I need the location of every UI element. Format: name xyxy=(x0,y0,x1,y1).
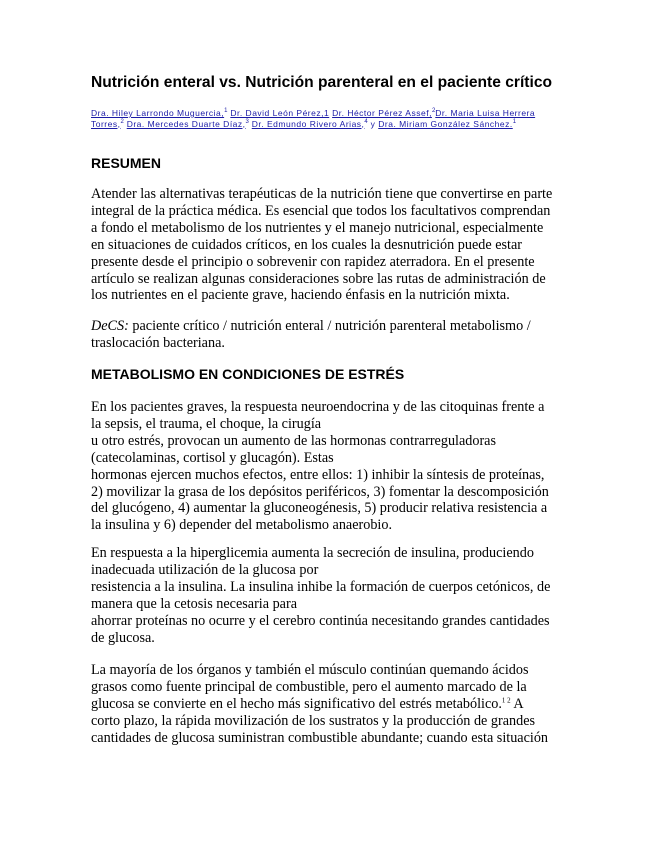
decs-label: DeCS: xyxy=(91,318,129,334)
text-line xyxy=(91,318,571,335)
text-line xyxy=(91,696,571,713)
text-line: del glucógeno, 4) aumentar la gluconeogénesis, 5) producir relativa resistencia a xyxy=(91,500,548,517)
text-line: u otro estrés, provocan un aumento de las hormonas contrarreguladoras xyxy=(91,432,497,449)
author-link[interactable]: Dr. Maria Luisa Herrera Torres, xyxy=(91,108,536,129)
text-line: La mayoría de los órganos y también el músculo continúan quemando ácidos xyxy=(91,662,529,678)
author-link[interactable]: Dra. Miriam González Sánchez. xyxy=(378,118,513,129)
author-list xyxy=(91,108,566,129)
text-line: la insulina y 6) depender del metabolismo anaerobio. xyxy=(91,517,392,534)
text-line: 2) movilizar la grasa de los depósitos periféricos, 3) fomentar la descomposición xyxy=(91,483,549,500)
text-line: corto plazo, la rápida movilización de los sustratos y la producción de grandes xyxy=(91,712,536,729)
text-line: En respuesta a la hiperglicemia aumenta la secreción de insulina, produciendo xyxy=(91,545,534,561)
body-paragraph xyxy=(91,545,571,646)
text-line: en situaciones de cuidados críticos, en los cuales la desnutrición puede estar xyxy=(91,236,523,253)
affiliation-ref: 1 xyxy=(224,108,228,115)
text-line: de glucosa. xyxy=(91,629,155,646)
text-line: En los pacientes graves, la respuesta neuroendocrina y de las citoquinas frente a xyxy=(91,399,545,415)
abstract-paragraph xyxy=(91,186,571,304)
authors-conjunction: y xyxy=(370,118,376,129)
text-line: a fondo el metabolismo de los nutrientes y el manejo nutricional, especialmente xyxy=(91,219,544,236)
text-line: cantidades de glucosa suministran combustible abundante; cuando esta situación xyxy=(91,729,549,746)
section-heading-metabolismo: METABOLISMO EN CONDICIONES DE ESTRÉS xyxy=(91,366,405,382)
text-line: Atender las alternativas terapéuticas de la nutrición tiene que convertirse en parte xyxy=(91,186,553,202)
section-heading-resumen: RESUMEN xyxy=(91,155,162,171)
text-line: traslocación bacteriana. xyxy=(91,334,225,351)
author-link[interactable]: Dr. David León Pérez,1 xyxy=(230,108,330,118)
affiliation-ref: 3 xyxy=(245,118,249,125)
text-segment: A xyxy=(510,695,524,712)
text-line: ahorrar proteínas no ocurre y el cerebro continúa necesitando grandes cantidades xyxy=(91,612,550,629)
affiliation-ref: 1 xyxy=(512,118,517,125)
decs-terms: paciente crítico / nutrición enteral / nutrición parenteral metabolismo / xyxy=(128,318,531,334)
affiliation-ref: 2 xyxy=(120,118,124,125)
decs-keywords xyxy=(91,318,571,352)
text-line: artículo se realizan algunas consideraciones sobre las rutas de administración de xyxy=(91,270,546,287)
text-line: grasos como fuente principal de combustible, pero el aumento marcado de la xyxy=(91,678,527,695)
text-line: resistencia a la insulina. La insulina inhibe la formación de cuerpos cetónicos, de xyxy=(91,578,551,595)
text-line: integral de la práctica médica. Es esencial que todos los facultativos comprendan xyxy=(91,202,551,219)
body-paragraph xyxy=(91,662,571,747)
author-link[interactable]: Dra. Mercedes Duarte Díaz, xyxy=(126,118,246,129)
text-line: manera que la cetosis necesaria para xyxy=(91,595,297,612)
affiliation-ref: 4 xyxy=(364,118,368,125)
text-segment: glucosa se convierte en el hecho más significativo del estrés metabólico. xyxy=(91,695,502,712)
author-link[interactable]: Dra. Hiley Larrondo Muguercia, xyxy=(91,108,225,118)
text-line: los nutrientes en el paciente grave, haciendo énfasis en la nutrición mixta. xyxy=(91,287,510,304)
text-line: presente desde el principio o sobrevenir con rapidez aterradora. En el presente xyxy=(91,253,535,270)
article-title: Nutrición enteral vs. Nutrición parenteral en el paciente crítico xyxy=(91,74,553,91)
text-line: inadecuada utilización de la glucosa por xyxy=(91,561,319,578)
affiliation-ref: 2 xyxy=(431,108,436,115)
body-paragraph xyxy=(91,399,571,534)
author-link[interactable]: Dr. Edmundo Rivero Arias, xyxy=(251,118,365,129)
author-link[interactable]: Dr. Héctor Pérez Assef, xyxy=(332,108,432,118)
citation-ref: 1 2 xyxy=(501,696,511,705)
text-line: hormonas ejercen muchos efectos, entre ellos: 1) inhibir la síntesis de proteínas, xyxy=(91,466,545,483)
text-line: (catecolaminas, cortisol y glucagón). Estas xyxy=(91,449,334,466)
text-line: la sepsis, el trauma, el choque, la cirugía xyxy=(91,415,322,432)
